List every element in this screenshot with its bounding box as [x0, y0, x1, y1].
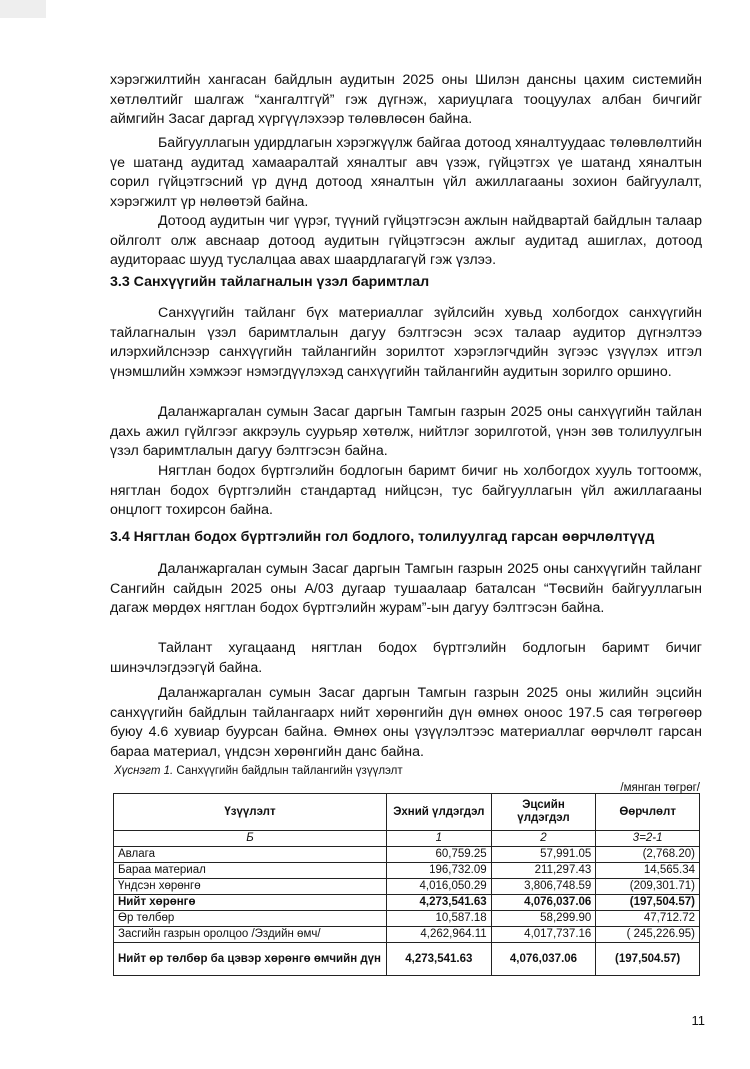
row-end: 3,806,748.59: [491, 879, 596, 895]
row-end: 4,017,737.16: [491, 927, 596, 943]
paragraph-report-basis: Даланжаргалан сумын Засаг даргын Тамгын газрын 2025 оны санхүүгийн тайланг Сангийн сайдын 2025 оны А/03 дугаар тушаалаар баталсан “Төсвийн байгууллагын дагаж мөрдөх нягтлан бодох бүртгэлийн журам”-ын дагуу бэлтгэсэн байна.: [110, 561, 702, 617]
row-start: 4,016,050.29: [386, 879, 491, 895]
table-caption-label: Хүснэгт 1.: [114, 765, 174, 777]
header-closing-balance: Эцсийн үлдэгдэл: [491, 794, 596, 831]
row-start: 10,587.18: [386, 911, 491, 927]
paragraph-internal-audit: Дотоод аудитын чиг үүрэг, түүний гүйцэтгэсэн ажлын найдвартай байдлын талаар ойлголт олж авснаар дотоод аудитын гүйцэтгэсэн ажлыг аудитад ашиглах, дотоод аудитораас шууд туслалцаа авах шаардлагагүй гэж үзлээ.: [110, 213, 702, 269]
section-heading-3-3: 3.3 Санхүүгийн тайлагналын үзэл баримтлал: [110, 274, 430, 290]
row-label: Бараа материал: [114, 863, 387, 879]
row-label: Үндсэн хөрөнгө: [114, 879, 387, 895]
row-start: 4,273,541.63: [386, 895, 491, 911]
paragraph-policy-unchanged: Тайлант хугацаанд нягтлан бодох бүртгэлийн бодлогын баримт бичиг шинэчлэгдээгүй байна.: [110, 640, 702, 676]
paragraph-asset-change: Даланжаргалан сумын Засаг даргын Тамгын газрын 2025 оны жилийн эцсийн санхүүгийн байдлын тайлангаарх нийт хөрөнгийн дүн өмнөх оноос 197.5 сая төгрөгөөр буюу 4.6 хувиар буурсан байна. Өмнөх оны үзүүлэлтээс материаллаг өөрчлөлт гарсан бараа материал, үндсэн хөрөнгийн данс байна.: [110, 685, 702, 760]
header-indicator: Үзүүлэлт: [114, 794, 387, 831]
table-row: [114, 927, 700, 943]
index-cell: Б: [114, 831, 387, 847]
row-change: ( 245,226.95): [596, 927, 700, 943]
table-index-row: [114, 831, 700, 847]
paragraph-reporting-framework: Санхүүгийн тайланг бүх материаллаг зүйлсийн хувьд холбогдох санхүүгийн тайлагналын үзэл баримтлалын дагуу бэлтгэсэн эсэх талаар аудитор дүгнэлтээ илэрхийлснээр санхүүгийн тайлангийн зорилтот хэрэглэгчдийн зүгээс үзүүлэх итгэл үнэмшлийн хэмжээг нэмэгдүүлэхэд санхүүгийн тайлангийн аудитын зорилго оршино.: [110, 305, 702, 380]
row-end: 4,076,037.06: [491, 943, 596, 976]
table-row: [114, 879, 700, 895]
table-row: [114, 863, 700, 879]
paragraph-audit-conclusion: хэрэгжилтийн хангасан байдлын аудитын 2025 оны Шилэн дансны цахим системийн хөтлөлтийг шалгаж “хангалтгүй” гэж дүгнэж, хариуцлага тооцуулах албан бичгийг аймгийн Засаг даргад хүргүүлэхээр төлөвлөсөн байна.: [110, 72, 702, 128]
paragraph-accrual-basis: Даланжаргалан сумын Засаг даргын Тамгын газрын 2025 оны санхүүгийн тайлан дахь ажил гүйлгээг аккрэуль суурьяр хөтөлж, нийтлэг зорилготой, үнэн зөв толилуулгын үзэл баримтлалын дагуу бэлтгэсэн байна.: [110, 404, 702, 460]
row-label: Засгийн газрын оролцоо /Эздийн өмч/: [114, 927, 387, 943]
row-label: Авлага: [114, 847, 387, 863]
paragraph-accounting-policy: Нягтлан бодох бүртгэлийн бодлогын баримт бичиг нь холбогдох хууль тогтоомж, нягтлан бодох бүртгэлийн стандартад нийцсэн, тус байгууллагын үйл ажиллагааны онцлогт тохирсон байна.: [110, 463, 702, 519]
row-label: Нийт өр төлбөр ба цэвэр хөрөнгө өмчийн дүн: [114, 943, 387, 976]
table-unit: /мянган төгрөг/: [620, 782, 700, 794]
row-start: 4,262,964.11: [386, 927, 491, 943]
row-change: (209,301.71): [596, 879, 700, 895]
row-start: 4,273,541.63: [386, 943, 491, 976]
table-caption-text: Санхүүгийн байдлын тайлангийн үзүүлэлт: [173, 765, 403, 777]
index-cell: 1: [386, 831, 491, 847]
table-row-total-assets: [114, 895, 700, 911]
row-end: 211,297.43: [491, 863, 596, 879]
table-caption: [114, 764, 403, 779]
index-cell: 3=2-1: [596, 831, 700, 847]
section-heading-3-4: 3.4 Нягтлан бодох бүртгэлийн гол бодлого, толилуулгад гарсан өөрчлөлтүүд: [110, 529, 655, 545]
row-change: (197,504.57): [596, 895, 700, 911]
row-change: (197,504.57): [596, 943, 700, 976]
row-change: 47,712.72: [596, 911, 700, 927]
paragraph-internal-control: Байгууллагын удирдлагын хэрэгжүүлж байгаа дотоод хяналтуудаас төлөвлөлтийн үе шатанд аудитад хамааралтай хяналтыг авч үзэж, гүйцэтгэх үе шатанд хяналтын сорил гүйцэтгэсний үр дүнд дотоод хяналтын үйл ажиллагааны зохион байгуулалт, хэрэгжилт үр нөлөөтэй байна.: [110, 135, 702, 210]
table-row: [114, 911, 700, 927]
row-end: 57,991.05: [491, 847, 596, 863]
page-number: 11: [691, 1013, 705, 1028]
row-label: Нийт хөрөнгө: [114, 895, 387, 911]
scan-corner-mark: [0, 0, 46, 18]
row-change: (2,768.20): [596, 847, 700, 863]
index-cell: 2: [491, 831, 596, 847]
row-start: 196,732.09: [386, 863, 491, 879]
table-row: [114, 847, 700, 863]
table-row-total-liabilities-equity: [114, 943, 700, 976]
row-end: 4,076,037.06: [491, 895, 596, 911]
table-header-row: [114, 794, 700, 831]
row-label: Өр төлбөр: [114, 911, 387, 927]
row-change: 14,565.34: [596, 863, 700, 879]
row-end: 58,299.90: [491, 911, 596, 927]
header-opening-balance: Эхний үлдэгдэл: [386, 794, 491, 831]
financial-position-table: [113, 793, 700, 976]
row-start: 60,759.25: [386, 847, 491, 863]
header-change: Өөрчлөлт: [596, 794, 700, 831]
